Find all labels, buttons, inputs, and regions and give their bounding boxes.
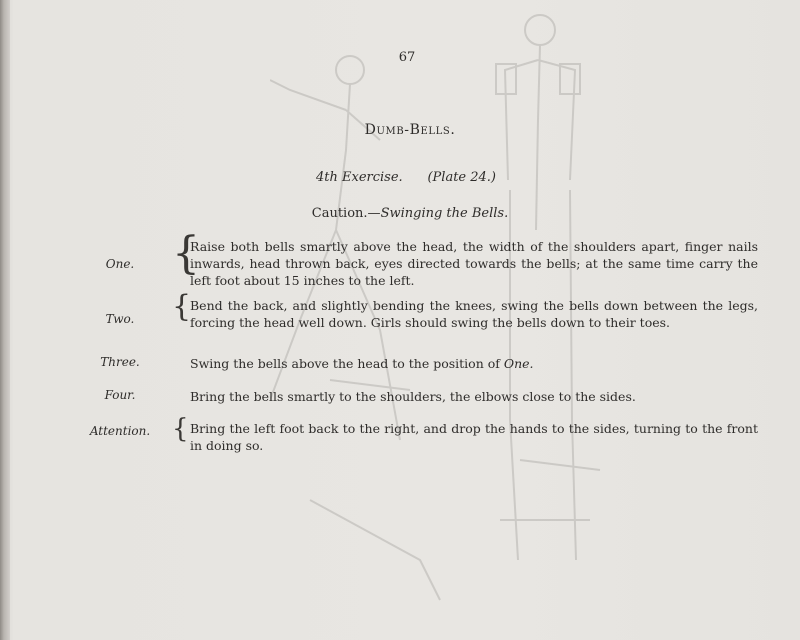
brace-two: { [172, 289, 192, 324]
brace-attention: { [172, 414, 189, 444]
exercise-subtitle [296, 170, 516, 185]
step-text-three [190, 355, 758, 372]
caution-line [290, 206, 530, 221]
caution-prefix: Caution.— [311, 206, 381, 221]
step-text-one: Raise both bells smartly above the head, the width of the shoulders apart, finger nails inwards, head thrown back, eyes directed towards the bells; at the same time carry the left foot about 15 inches to the left. [190, 239, 758, 288]
step-text-three-ref: One. [503, 356, 534, 371]
book-spine [0, 0, 10, 640]
step-label-four: Four. [104, 388, 136, 402]
section-heading: Dumb-Bells. [364, 122, 456, 138]
plate-reference: (Plate 24.) [427, 170, 496, 185]
step-text-four: Bring the bells smartly to the shoulders, the elbows close to the sides. [190, 389, 636, 404]
step-label-two: Two. [105, 312, 135, 326]
step-text-three-main: Swing the bells above the head to the position of [190, 356, 504, 371]
page-number: 67 [398, 50, 416, 65]
caution-title: Swinging the Bells. [380, 206, 509, 221]
brace-one: { [172, 228, 200, 279]
step-label-attention: Attention. [89, 424, 151, 438]
step-label-three: Three. [100, 355, 140, 369]
step-text-attention: Bring the left foot back to the right, and drop the hands to the sides, turning to the front in doing so. [190, 421, 758, 453]
step-label-one: One. [105, 257, 135, 271]
exercise-title: 4th Exercise. [316, 170, 403, 185]
step-text-two: Bend the back, and slightly bending the knees, swing the bells down between the legs, forcing the head well down. Girls should swing the bells down to their toes. [190, 298, 758, 330]
